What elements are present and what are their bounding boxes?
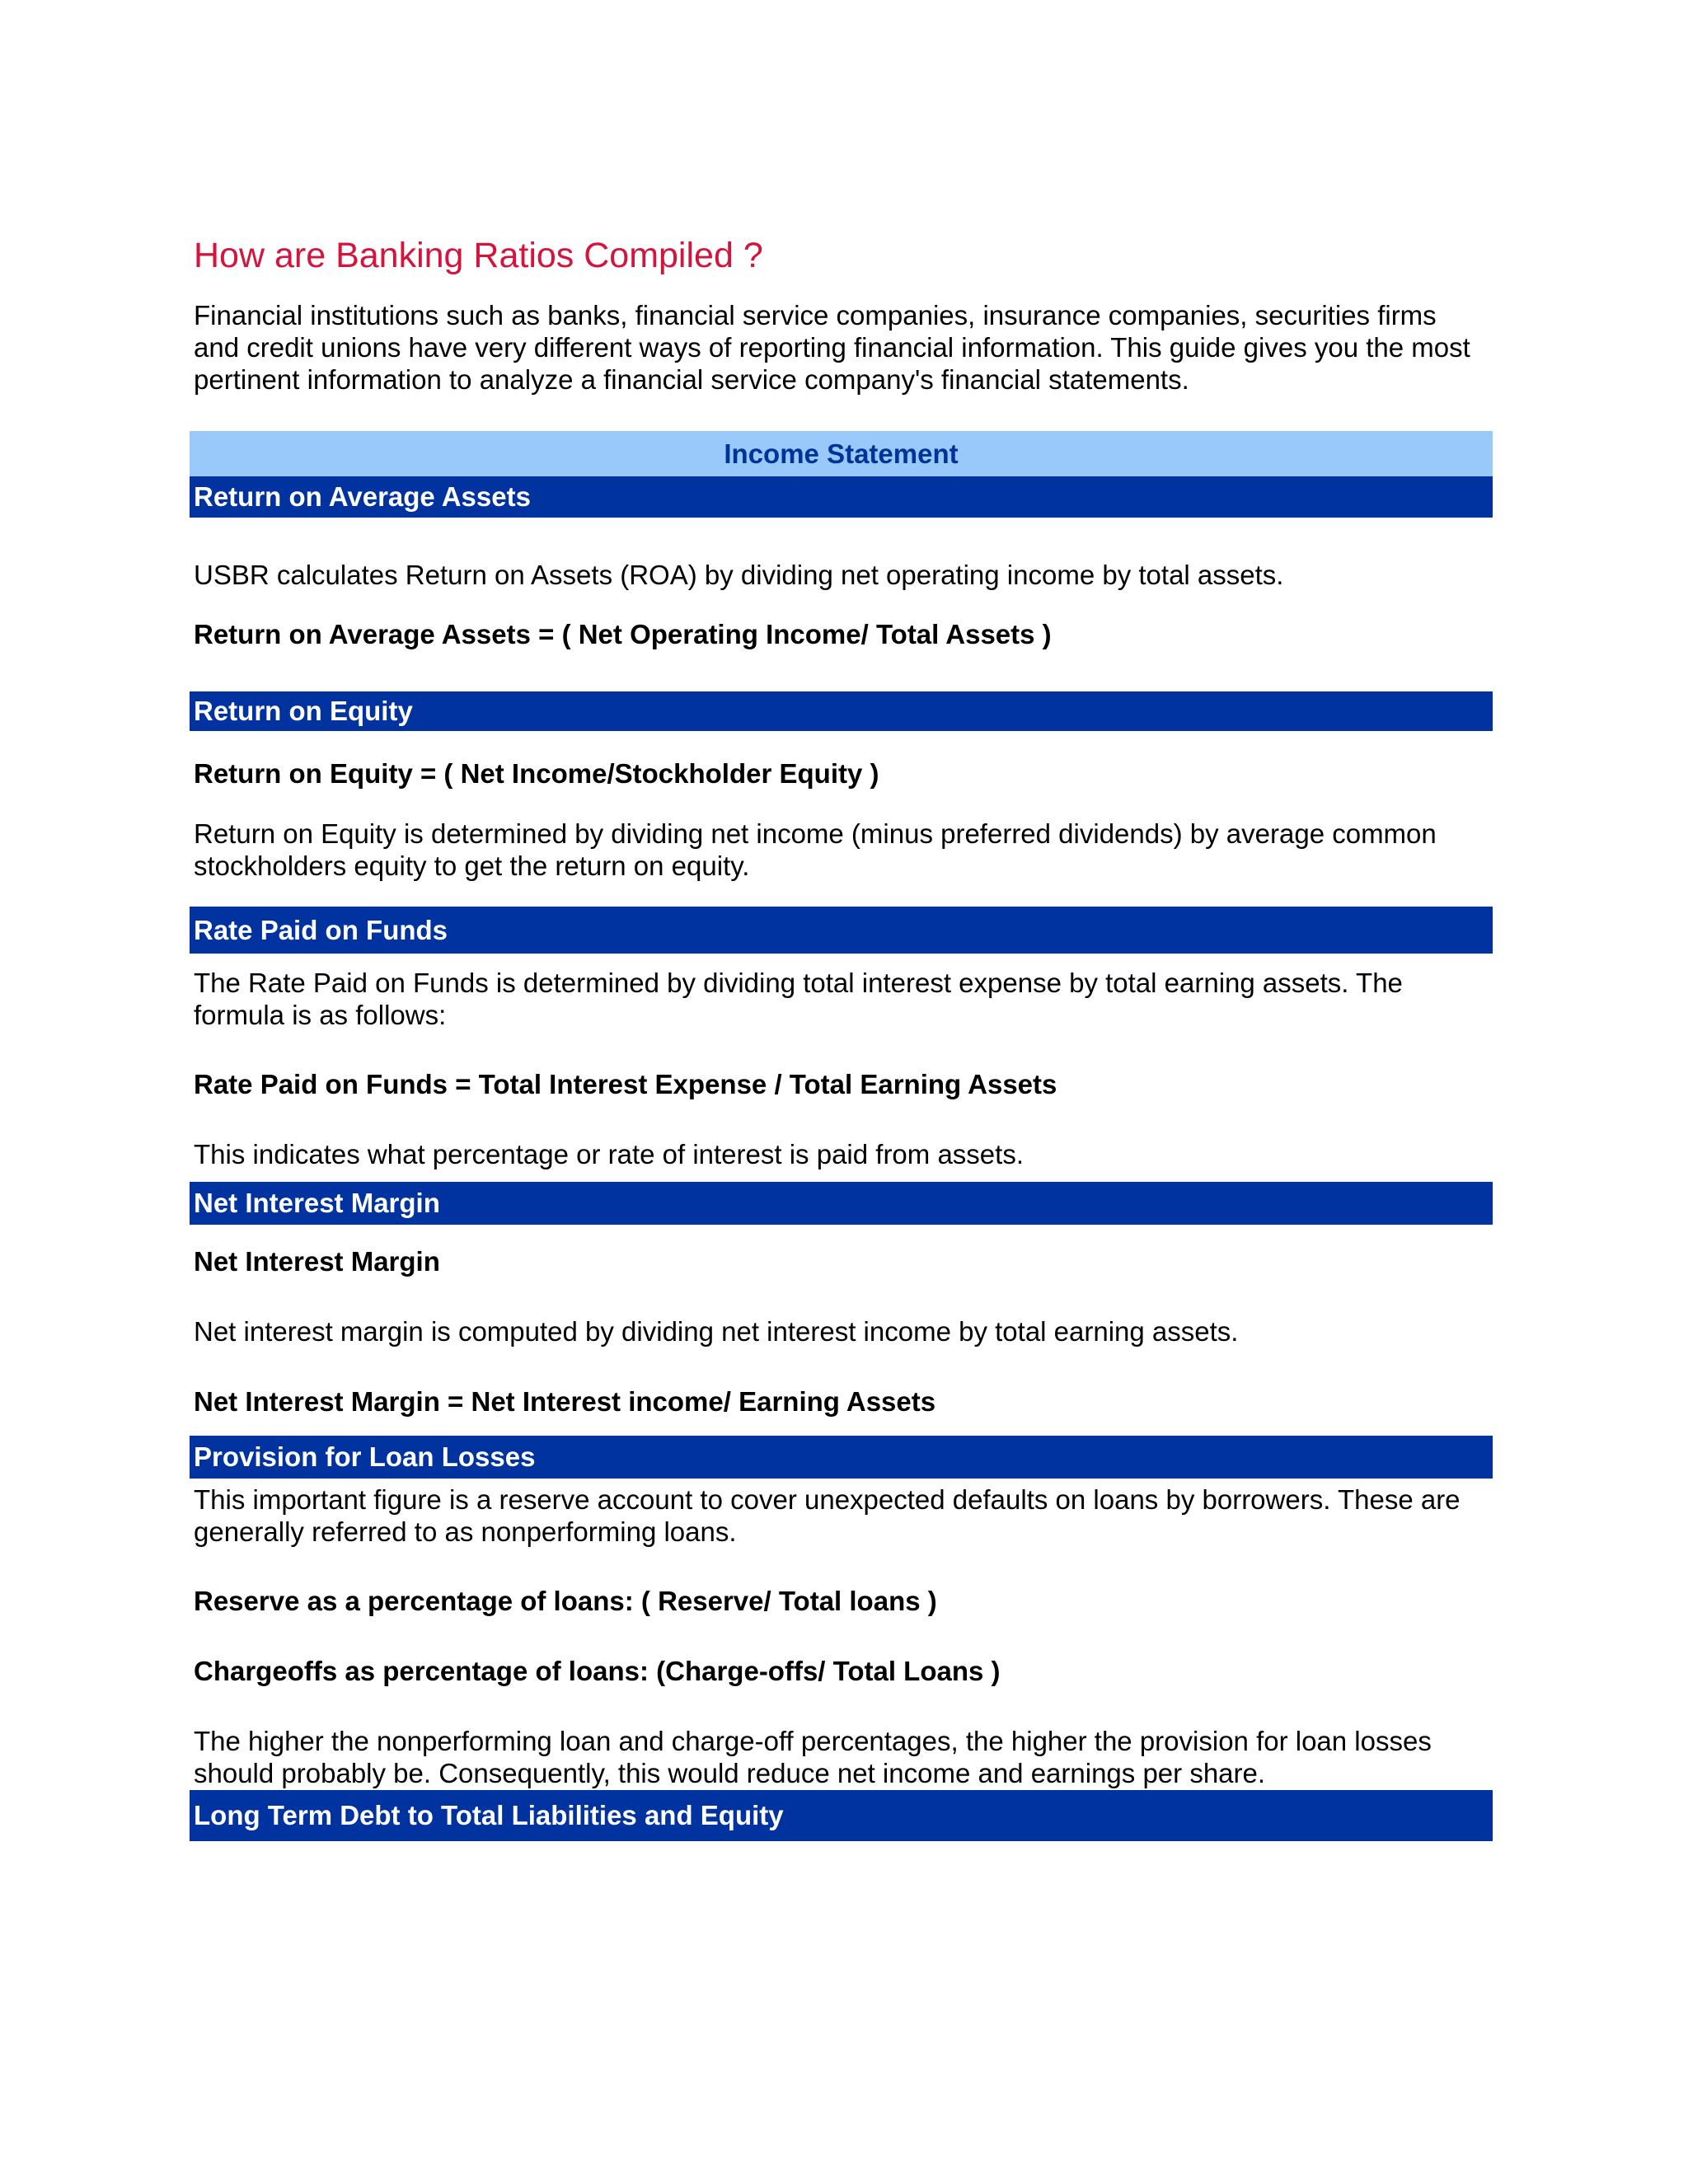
loan-losses-text-line-2: generally referred to as nonperforming loans. [194,1516,737,1547]
rate-paid-formula: Rate Paid on Funds = Total Interest Expense / Total Earning Assets [194,1069,1057,1099]
roa-formula: Return on Average Assets = ( Net Operating Income/ Total Assets ) [194,619,1052,649]
rate-paid-text-line-2: formula is as follows: [194,1000,447,1030]
section-header-long-term-debt: Long Term Debt to Total Liabilities and Equity [190,1790,1493,1841]
intro-line-1: Financial institutions such as banks, financial service companies, insurance companies, securities firms [194,300,1437,330]
section-header-loan-losses: Provision for Loan Losses [190,1436,1493,1479]
chargeoffs-formula: Chargeoffs as percentage of loans: (Charge-offs/ Total Loans ) [194,1656,1001,1686]
roa-text: USBR calculates Return on Assets (ROA) by dividing net operating income by total assets. [194,560,1284,590]
loan-losses-conclusion-line-2: should probably be. Consequently, this would reduce net income and earnings per share. [194,1758,1266,1788]
roe-formula: Return on Equity = ( Net Income/Stockholder Equity ) [194,758,879,789]
loan-losses-text-line-1: This important figure is a reserve account to cover unexpected defaults on loans by borrowers. These are [194,1484,1461,1515]
income-statement-header: Income Statement [190,431,1493,476]
rate-paid-text-line-1: The Rate Paid on Funds is determined by dividing total interest expense by total earning assets. The [194,968,1403,998]
loan-losses-conclusion-line-1: The higher the nonperforming loan and charge-off percentages, the higher the provision for loan losses [194,1726,1432,1756]
reserve-formula: Reserve as a percentage of loans: ( Reserve/ Total loans ) [194,1586,937,1616]
nim-subheading: Net Interest Margin [194,1246,440,1277]
nim-formula: Net Interest Margin = Net Interest income/ Earning Assets [194,1386,936,1417]
section-header-rate-paid: Rate Paid on Funds [190,907,1493,954]
section-header-roe: Return on Equity [190,691,1493,731]
intro-line-3: pertinent information to analyze a financial service company's financial statements. [194,364,1189,395]
nim-text: Net interest margin is computed by dividing net interest income by total earning assets. [194,1316,1239,1347]
roe-text-line-1: Return on Equity is determined by dividing net income (minus preferred dividends) by average common [194,818,1437,849]
section-header-nim: Net Interest Margin [190,1182,1493,1225]
page-title: How are Banking Ratios Compiled ? [194,236,763,275]
rate-paid-note: This indicates what percentage or rate of interest is paid from assets. [194,1139,1024,1169]
intro-line-2: and credit unions have very different ways of reporting financial information. This guide gives you the most [194,332,1470,363]
section-header-roa: Return on Average Assets [190,476,1493,518]
roe-text-line-2: stockholders equity to get the return on equity. [194,851,750,881]
